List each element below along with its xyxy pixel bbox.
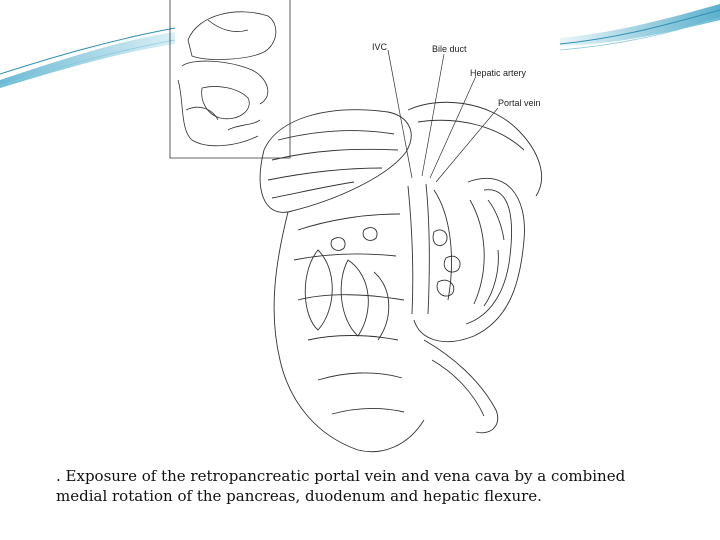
label-bile-duct: Bile duct bbox=[432, 44, 467, 54]
label-ivc: IVC bbox=[372, 42, 388, 52]
label-hepatic-artery: Hepatic artery bbox=[470, 68, 527, 78]
main-organ-drawing bbox=[260, 102, 541, 451]
figure-caption: . Exposure of the retropancreatic portal vein and vena cava by a combined medial rotation of the pancreas, duodenum and hepatic flexure. bbox=[56, 467, 626, 505]
inset-overview-drawing bbox=[170, 0, 290, 158]
label-portal-vein: Portal vein bbox=[498, 98, 541, 108]
